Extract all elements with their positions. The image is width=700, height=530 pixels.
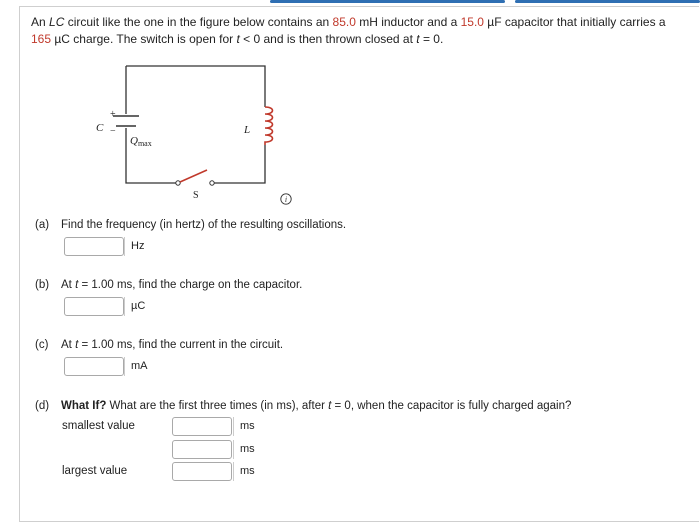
switch-blade [180, 170, 207, 182]
part-b-answer-input[interactable] [64, 297, 124, 316]
minus-sign: − [110, 126, 116, 137]
part-d-answer-input-1[interactable] [172, 417, 232, 436]
part-d-unit-1: ms [233, 417, 255, 436]
top-wire [126, 66, 265, 107]
qmax-label: Qmax [130, 135, 152, 148]
capacitance-value: 15.0 [460, 15, 484, 29]
top-tab-bar-1 [270, 0, 505, 3]
top-tab-bar-2 [515, 0, 700, 3]
part-c-question: (c) At t = 1.00 ms, find the current in the circuit. [35, 339, 284, 351]
part-a-question: (a) Find the frequency (in hertz) of the resulting oscillations. [35, 219, 347, 231]
part-b-unit: µC [124, 297, 145, 316]
smallest-value-label: smallest value [62, 420, 135, 432]
inductor-label: L [244, 124, 251, 136]
switch-label: S [193, 190, 199, 198]
part-d-unit-2: ms [233, 440, 255, 459]
plus-sign: + [110, 109, 116, 120]
part-a-unit: Hz [124, 237, 144, 256]
charge-value: 165 [31, 32, 52, 46]
problem-statement: An LC circuit like the one in the figure below contains an 85.0 mH inductor and a 15.0 µF capacitor that initially carries a 165 µC charge. The switch is open for t < 0 and is then thrown closed at t = 0. [31, 15, 666, 46]
part-b-question: (b) At t = 1.00 ms, find the charge on the capacitor. [35, 279, 303, 291]
switch-contact [210, 181, 214, 185]
part-d-answer-input-3[interactable] [172, 462, 232, 481]
right-bottom-wire [214, 145, 265, 183]
part-c-answer-input[interactable] [64, 357, 124, 376]
largest-value-label: largest value [62, 465, 128, 477]
inductance-value: 85.0 [332, 15, 356, 29]
svg-text:i: i [284, 195, 288, 204]
part-d-unit-3: ms [233, 462, 255, 481]
capacitor-label: C [96, 122, 104, 134]
inductor-coil [265, 107, 273, 145]
part-c-unit: mA [124, 357, 148, 376]
info-icon[interactable] [280, 193, 292, 205]
switch-pivot [176, 181, 180, 185]
lc-circuit-figure [85, 58, 285, 198]
part-d-answer-input-2[interactable] [172, 440, 232, 459]
part-a-answer-input[interactable] [64, 237, 124, 256]
part-d-question: (d) What If? What are the first three times (in ms), after t = 0, when the capacitor is fully charged again? [35, 400, 572, 412]
